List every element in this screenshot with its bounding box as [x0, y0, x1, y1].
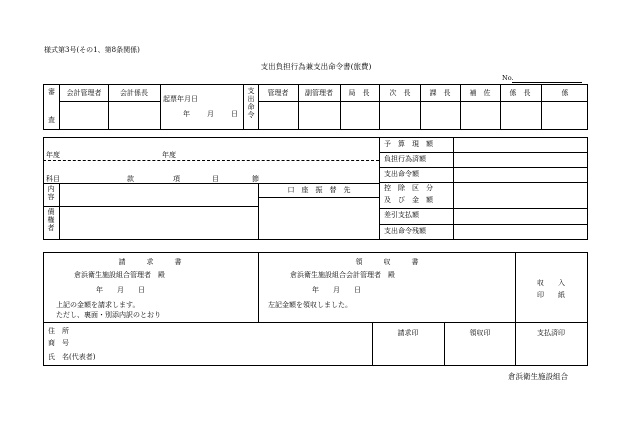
- setsu-label: 節: [252, 175, 259, 183]
- kojo-kubun-label: 控 除 区 分: [384, 184, 433, 192]
- seikyusho-text-1: 上記の金額を請求します。: [56, 301, 140, 309]
- no-label: No.: [502, 74, 514, 82]
- naiyo-label: 内容: [47, 185, 55, 201]
- kihyo-date-label: 起票年月日: [163, 95, 198, 103]
- ryoshuin-label: 領収印: [469, 329, 491, 337]
- shishutsu-meirei-label: 支出命令: [247, 87, 255, 119]
- form-number: 様式第3号(その1、第8条関係): [44, 46, 140, 54]
- approval-col-hosa: 補 佐: [469, 89, 491, 97]
- sa-label: 査: [48, 116, 55, 124]
- approval-col-fukukanrisha: 副管理者: [305, 89, 333, 97]
- seikyuin-label: 請求印: [397, 329, 419, 337]
- approval-col-1: 会計管理者: [66, 89, 102, 97]
- approval-col-kacho: 課 長: [429, 89, 451, 97]
- no-underline: [512, 82, 582, 83]
- invoice-receipt-block: [43, 252, 588, 366]
- sashihiki-shiharai-label: 差引支払額: [384, 211, 419, 219]
- nendo-label-2: 年度: [162, 151, 176, 159]
- jusho-label: 住 所: [48, 327, 69, 335]
- shunyu-inshi-line-2: 印 紙: [537, 291, 565, 299]
- approval-col-kakaricho: 係 長: [509, 89, 531, 97]
- shunyu-inshi-line-1: 収 入: [537, 279, 565, 287]
- oyobi-kingaku-label: 及 び 金 額: [384, 196, 433, 204]
- seikyusho-text-2: ただし、裏面・別添内訳のとおり: [56, 311, 161, 319]
- ryoshusho-date: 年 月 日: [312, 286, 361, 294]
- kihyo-year: 年: [183, 110, 190, 118]
- seikyusho-addressee: 倉浜衛生施設組合管理者 殿: [74, 271, 165, 279]
- koza-furikae-label: 口 座 振 替 先: [287, 186, 351, 194]
- meirei-zangaku-label: 支出命令残額: [384, 227, 426, 235]
- shogo-label: 商 号: [48, 339, 69, 347]
- shimei-label: 氏 名(代表者): [48, 353, 96, 361]
- shiharaizumi-label: 支払済印: [537, 329, 565, 337]
- approval-col-kakari: 係: [561, 89, 569, 97]
- organization-name: 倉浜衛生施設組合: [508, 372, 568, 381]
- approval-col-kanrisha: 管理者: [267, 89, 289, 97]
- seikyusho-date: 年 月 日: [96, 286, 145, 294]
- saikensha-label: 債権者: [47, 208, 55, 232]
- ryoshusho-title: 領 収 書: [355, 258, 419, 266]
- moku-label: 目: [212, 175, 219, 183]
- kou-label: 項: [173, 175, 180, 183]
- ryoshusho-addressee: 倉浜衛生施設組合会計管理者 殿: [290, 271, 395, 279]
- kamoku-label: 科目: [46, 175, 60, 183]
- yosan-gengaku-label: 予 算 現 額: [384, 140, 433, 148]
- nendo-label-1: 年度: [46, 151, 60, 159]
- kan-label: 款: [127, 175, 134, 183]
- approval-col-2: 会計係長: [120, 89, 148, 97]
- kihyo-day: 日: [231, 110, 238, 118]
- futan-koi-zumi-label: 負担行為済額: [384, 155, 426, 163]
- shishutsu-meirei-gaku-label: 支出命令額: [384, 170, 419, 178]
- ryoshusho-text: 左記金額を領収しました。: [268, 301, 352, 309]
- shin-label: 審: [48, 88, 55, 96]
- approval-col-kyokucho: 局 長: [348, 89, 370, 97]
- form-title: 支出負担行為兼支出命令書(旅費): [260, 62, 372, 71]
- kihyo-month: 月: [207, 110, 214, 118]
- seikyusho-title: 請 求 書: [118, 258, 182, 266]
- approval-col-jicho: 次 長: [389, 89, 411, 97]
